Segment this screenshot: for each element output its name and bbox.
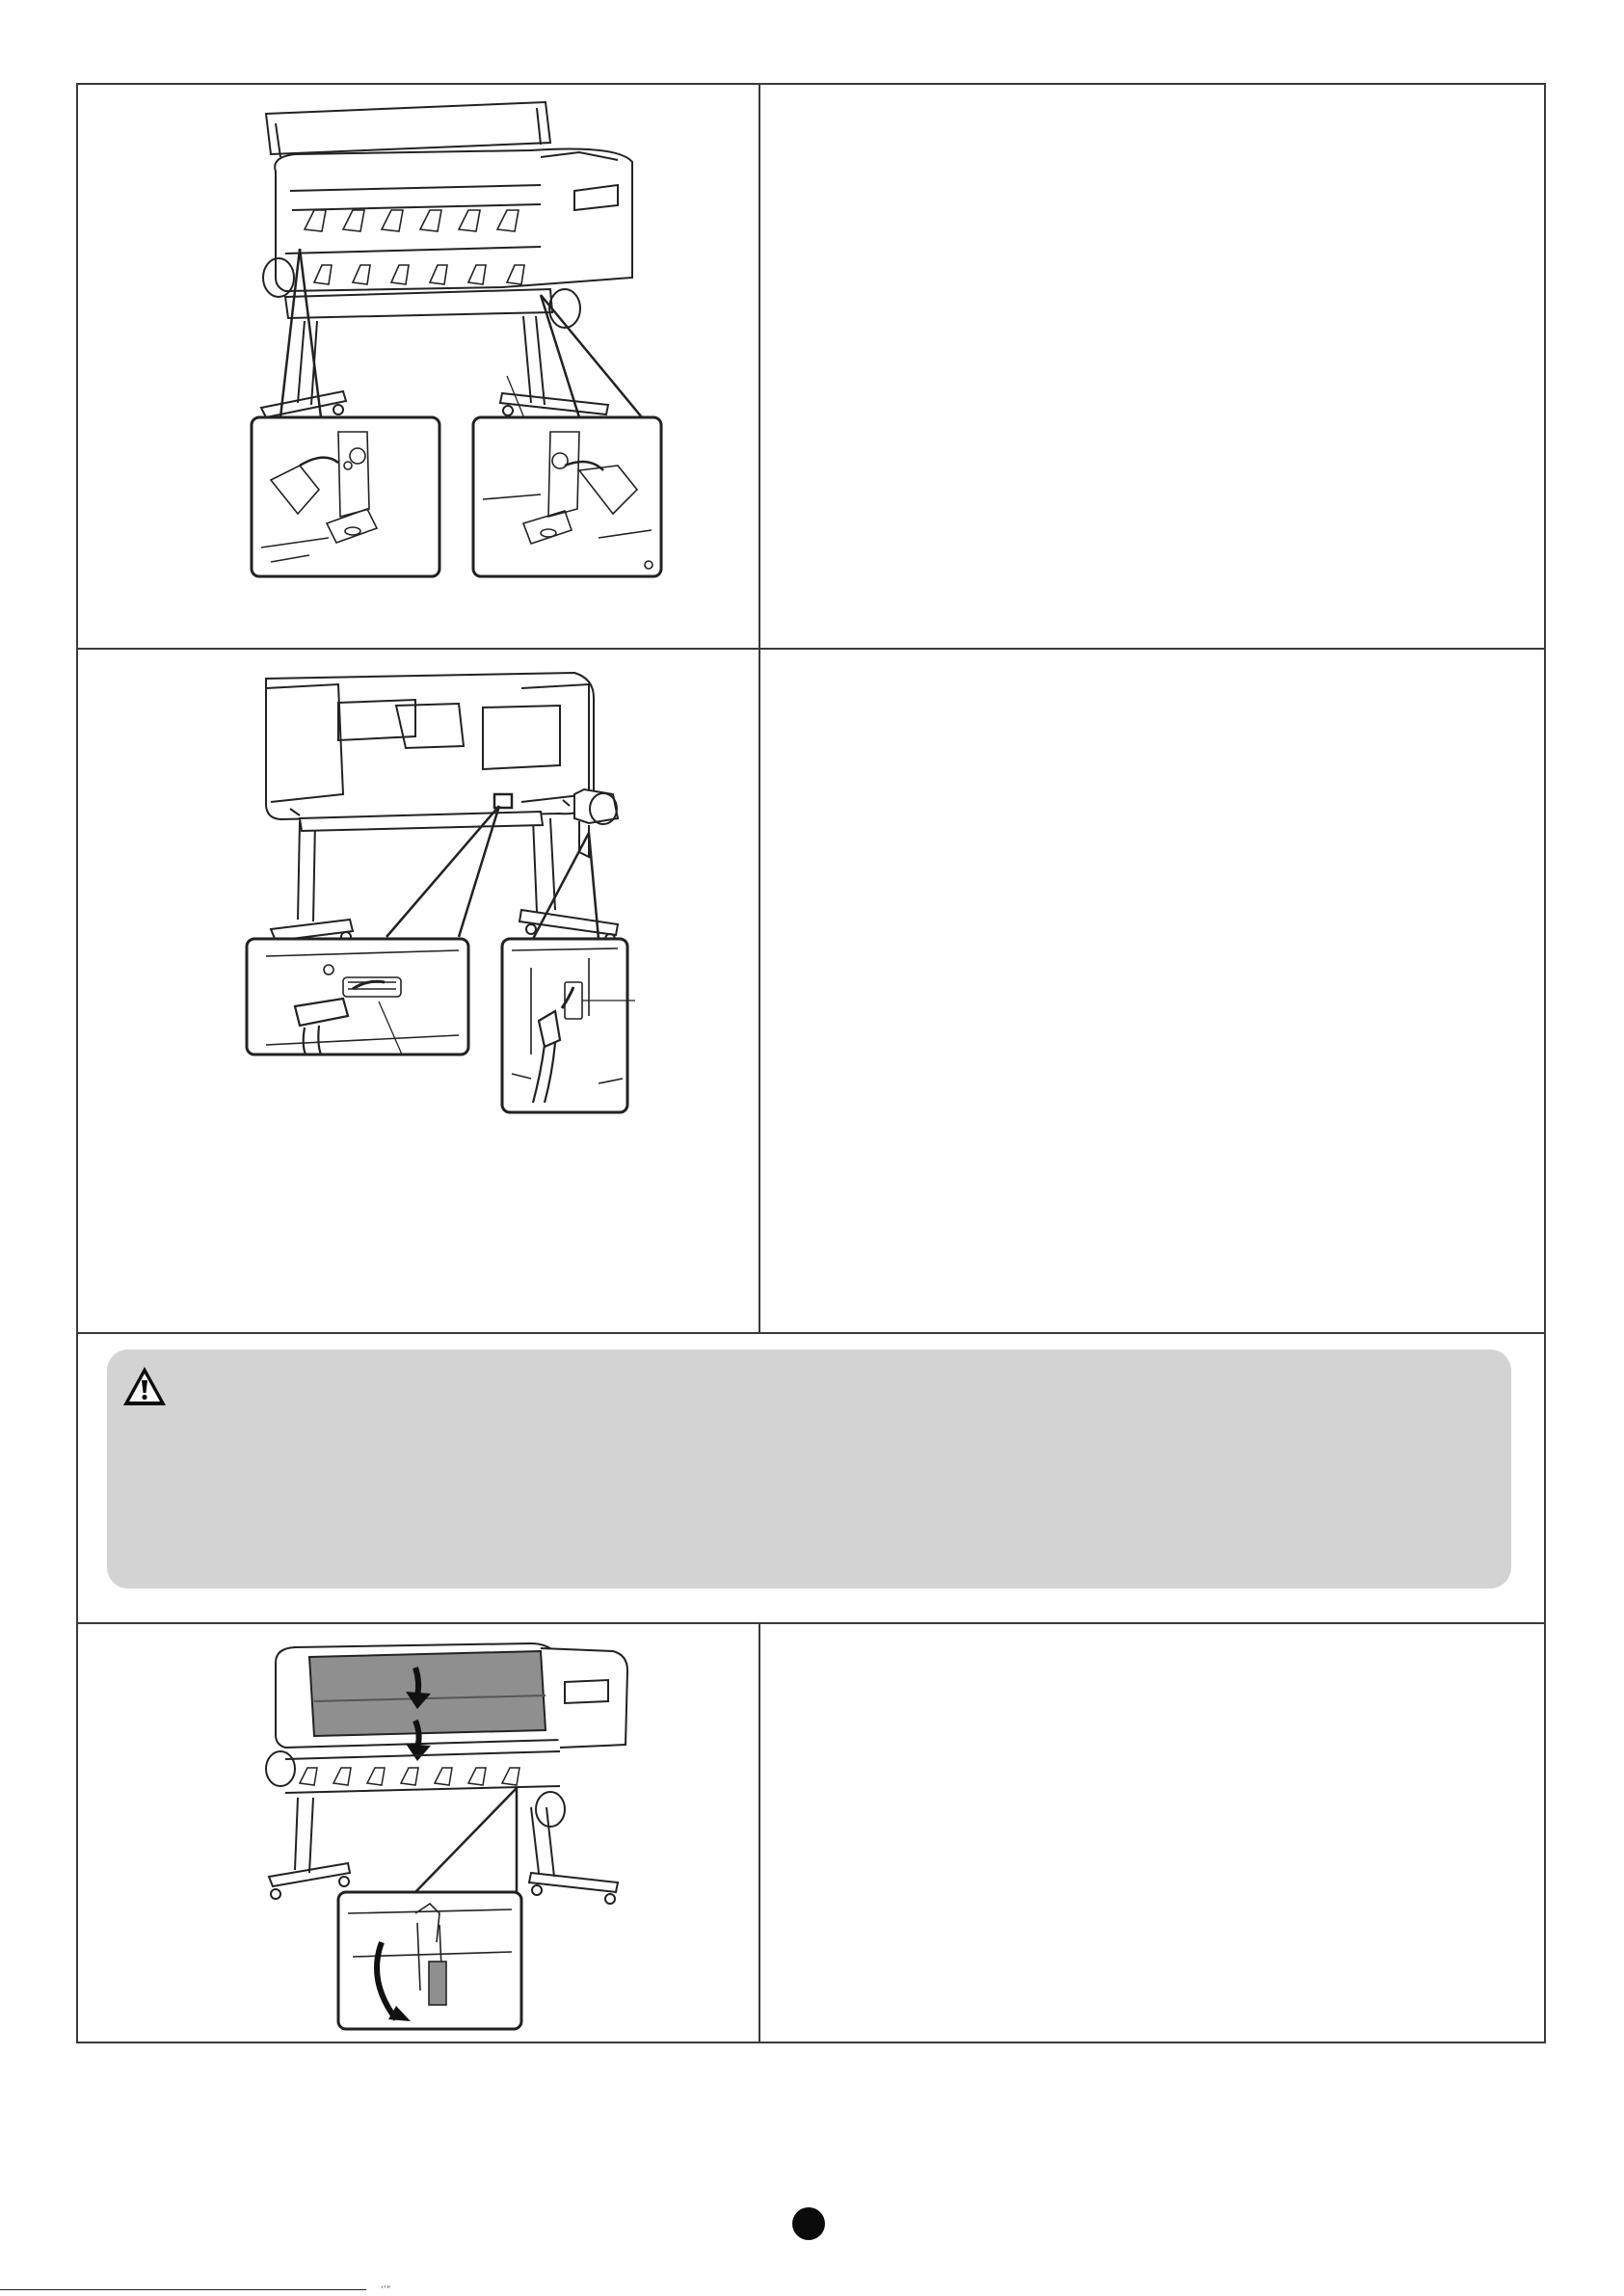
column-divider-2 (759, 648, 760, 1334)
printer-rear-cable-illustration (78, 650, 759, 1332)
page-number-dot (792, 2207, 825, 2240)
section-open-cover (78, 1624, 759, 2043)
footer-rule (0, 2289, 366, 2290)
section-open-cover-text (761, 1624, 1544, 2043)
section-remove-stoppers-text (761, 85, 1544, 648)
printer-front-cover-illustration (78, 1624, 759, 2043)
column-divider-1 (759, 83, 760, 650)
row-divider-2 (76, 1332, 1546, 1334)
section-connect-cables-text (761, 650, 1544, 1332)
warning-triangle-icon (120, 1363, 169, 1411)
section-connect-cables (78, 650, 759, 1332)
section-remove-stoppers (78, 85, 759, 648)
footer-glyphs: ‘’” (381, 2285, 391, 2295)
printer-rear-stopper-illustration (78, 85, 759, 648)
warning-box (107, 1349, 1511, 1589)
column-divider-3 (759, 1622, 760, 2043)
